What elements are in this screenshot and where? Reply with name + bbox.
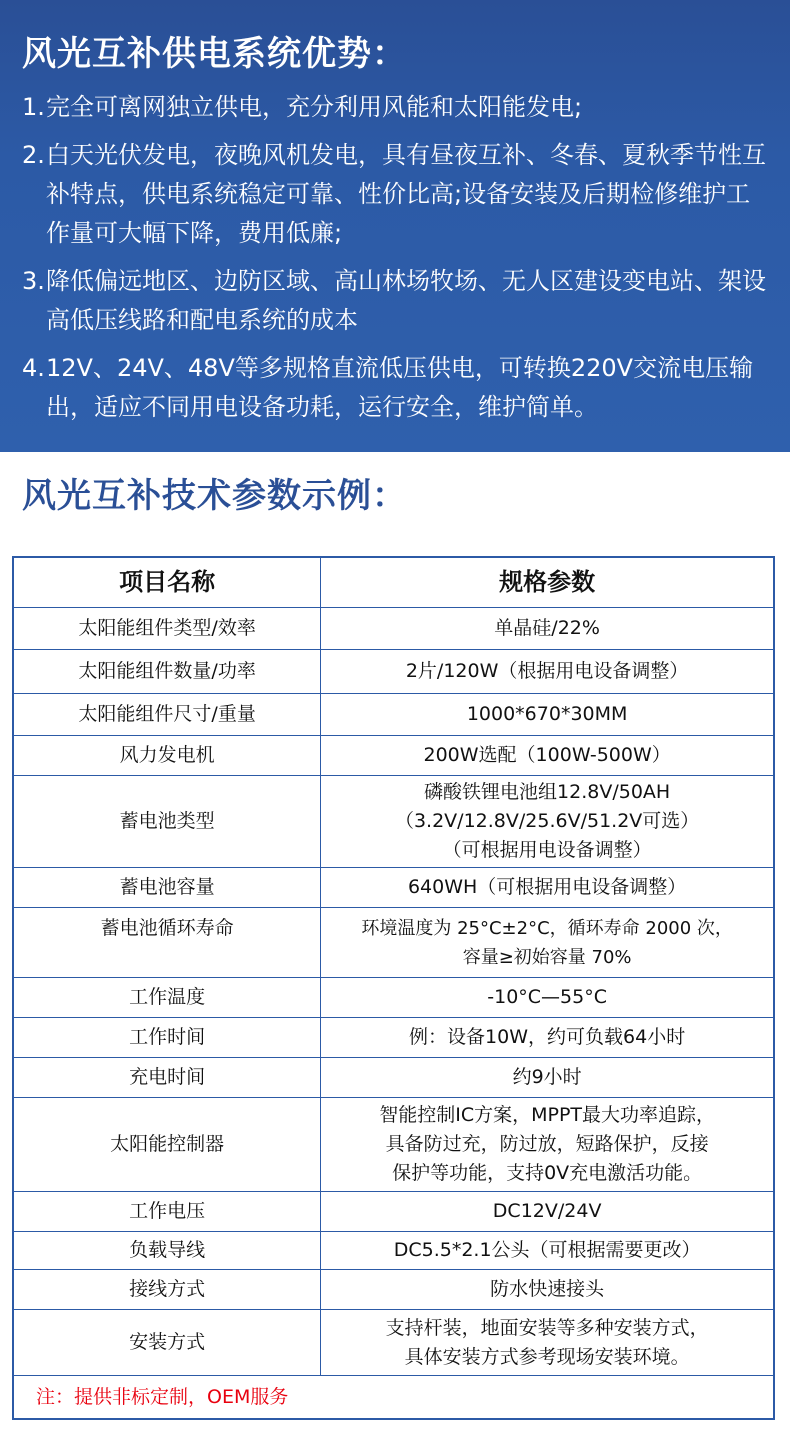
column-header-name: 项目名称	[13, 557, 321, 608]
table-row	[13, 694, 774, 736]
row-name: 蓄电池类型	[13, 776, 321, 868]
row-value	[321, 1310, 774, 1376]
row-name: 工作时间	[13, 1018, 321, 1058]
row-value	[321, 776, 774, 868]
value-line: 具体安装方式参考现场安装环境。	[404, 1345, 690, 1368]
table-row	[13, 1310, 774, 1376]
row-value: 单晶硅/22%	[321, 608, 774, 650]
row-name: 太阳能组件数量/功率	[13, 650, 321, 694]
table-row	[13, 1192, 774, 1232]
row-value: 1000*670*30MM	[321, 694, 774, 736]
row-name: 工作电压	[13, 1192, 321, 1232]
table-row	[13, 868, 774, 908]
row-value	[321, 908, 774, 978]
value-line: 容量≥初始容量 70%	[462, 946, 632, 968]
advantage-text: 白天光伏发电，夜晚风机发电，具有昼夜互补、冬春、夏秋季节性互补特点，供电系统稳定可靠、性价比高;设备安装及后期检修维护工作量可大幅下降，费用低廉;	[46, 141, 766, 247]
value-line: 环境温度为 25°C±2°C，循环寿命 2000 次，	[361, 917, 733, 939]
advantage-number: 2.	[22, 141, 45, 169]
custom-service-note: 注：提供非标定制，OEM服务	[13, 1376, 774, 1420]
value-line: （3.2V/12.8V/25.6V/51.2V可选）	[394, 810, 700, 832]
note-row	[13, 1376, 774, 1420]
spec-section-title: 风光互补技术参数示例：	[22, 476, 407, 516]
row-value: 例：设备10W，约可负载64小时	[321, 1018, 774, 1058]
value-line: （可根据用电设备调整）	[442, 839, 652, 861]
row-name: 接线方式	[13, 1270, 321, 1310]
advantage-text: 降低偏远地区、边防区域、高山林场牧场、无人区建设变电站、架设高低压线路和配电系统的成本	[46, 267, 766, 334]
row-value: -10°C—55°C	[321, 978, 774, 1018]
advantages-title: 风光互补供电系统优势：	[22, 34, 407, 74]
row-name: 太阳能组件类型/效率	[13, 608, 321, 650]
row-name: 工作温度	[13, 978, 321, 1018]
value-line: 具备防过充，防过放，短路保护，反接	[385, 1133, 709, 1155]
row-name: 太阳能控制器	[13, 1098, 321, 1192]
row-value	[321, 1098, 774, 1192]
row-value: 2片/120W（根据用电设备调整）	[321, 650, 774, 694]
value-line: 智能控制IC方案，MPPT最大功率追踪，	[379, 1104, 716, 1126]
table-row	[13, 1058, 774, 1098]
advantage-item	[22, 88, 774, 127]
row-value: DC5.5*2.1公头（可根据需要更改）	[321, 1232, 774, 1270]
table-row	[13, 650, 774, 694]
table-row	[13, 1232, 774, 1270]
value-line: 支持杆装，地面安装等多种安装方式，	[385, 1316, 709, 1339]
advantage-number: 3.	[22, 267, 45, 295]
row-value: 640WH（可根据用电设备调整）	[321, 868, 774, 908]
advantage-item	[22, 349, 774, 427]
advantage-number: 4.	[22, 354, 45, 382]
table-row	[13, 608, 774, 650]
advantage-number: 1.	[22, 93, 45, 121]
advantage-item	[22, 262, 774, 340]
column-header-value: 规格参数	[321, 557, 774, 608]
value-line: 磷酸铁锂电池组12.8V/50AH	[424, 781, 671, 803]
advantage-text: 12V、24V、48V等多规格直流低压供电，可转换220V交流电压输出，适应不同用电设备功耗，运行安全，维护简单。	[46, 354, 754, 421]
advantage-text: 完全可离网独立供电，充分利用风能和太阳能发电;	[46, 93, 583, 121]
row-value: 约9小时	[321, 1058, 774, 1098]
row-value: 防水快速接头	[321, 1270, 774, 1310]
table-row	[13, 736, 774, 776]
table-header-row	[13, 557, 774, 608]
table-row	[13, 908, 774, 978]
spec-table	[12, 556, 775, 1420]
advantages-banner	[0, 0, 790, 452]
table-row	[13, 978, 774, 1018]
row-name: 蓄电池循环寿命	[13, 908, 321, 978]
row-name: 风力发电机	[13, 736, 321, 776]
advantage-item	[22, 136, 774, 253]
value-line: 保护等功能，支持0V充电激活功能。	[392, 1162, 703, 1184]
row-name: 太阳能组件尺寸/重量	[13, 694, 321, 736]
table-row	[13, 1018, 774, 1058]
row-value: 200W选配（100W-500W）	[321, 736, 774, 776]
row-name: 充电时间	[13, 1058, 321, 1098]
row-name: 安装方式	[13, 1310, 321, 1376]
row-name: 负载导线	[13, 1232, 321, 1270]
table-row	[13, 1270, 774, 1310]
row-value: DC12V/24V	[321, 1192, 774, 1232]
table-row	[13, 776, 774, 868]
advantages-list	[22, 88, 774, 436]
table-row	[13, 1098, 774, 1192]
row-name: 蓄电池容量	[13, 868, 321, 908]
